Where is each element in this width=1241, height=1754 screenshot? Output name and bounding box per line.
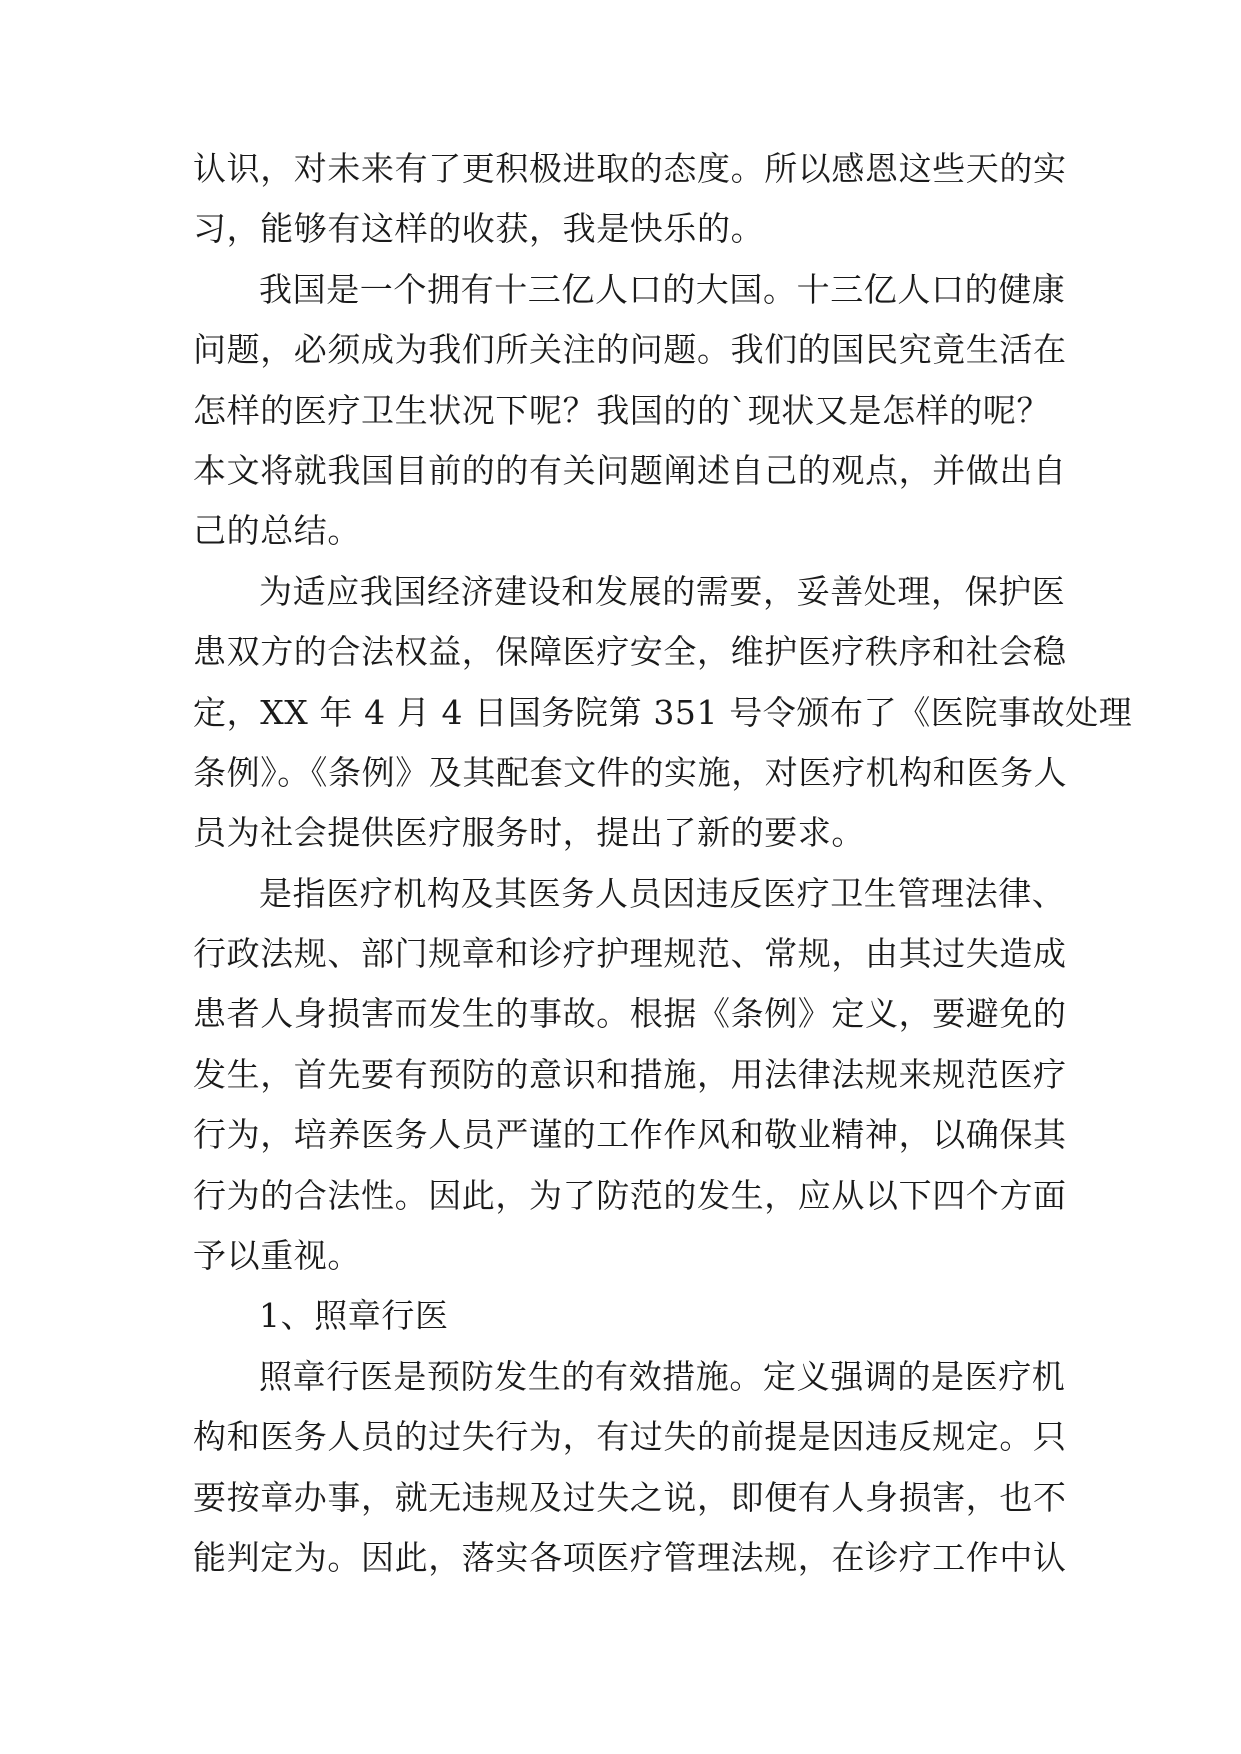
text-line: 患者人身损害而发生的事故。根据《条例》定义，要避免的	[193, 994, 1067, 1034]
text-line: 己的总结。	[193, 511, 361, 551]
text-line: 问题，必须成为我们所关注的问题。我们的国民究竟生活在	[193, 330, 1067, 370]
text-line: 构和医务人员的过失行为，有过失的前提是因违反规定。只	[193, 1417, 1067, 1457]
text-line: 能判定为。因此，落实各项医疗管理法规，在诊疗工作中认	[193, 1537, 1067, 1577]
text-line: 认识，对未来有了更积极进取的态度。所以感恩这些天的实	[193, 149, 1067, 188]
text-line: 行政法规、部门规章和诊疗护理规范、常规，由其过失造成	[193, 934, 1067, 974]
text-line: 1、照章行医	[259, 1296, 449, 1336]
text-line: 条例》。《条例》及其配套文件的实施，对医疗机构和医务人	[193, 752, 1068, 792]
text-line: 我国是一个拥有十三亿人口的大国。十三亿人口的健康	[259, 269, 1066, 309]
text-line: 本文将就我国目前的的有关问题阐述自己的观点，并做出自	[193, 450, 1067, 490]
text-line: 行为，培养医务人员严谨的工作作风和敬业精神，以确保其	[193, 1115, 1067, 1155]
text-line: 为适应我国经济建设和发展的需要，妥善处理，保护医	[259, 571, 1066, 611]
text-line: 要按章办事，就无违规及过失之说，即便有人身损害，也不	[193, 1477, 1067, 1517]
text-line: 是指医疗机构及其医务人员因违反医疗卫生管理法律、	[259, 873, 1066, 913]
text-line: 患双方的合法权益，保障医疗安全，维护医疗秩序和社会稳	[193, 632, 1067, 672]
text-line: 予以重视。	[193, 1236, 361, 1276]
text-line: 怎样的医疗卫生状况下呢？我国的的`现状又是怎样的呢？	[193, 390, 1051, 430]
text-line: 行为的合法性。因此，为了防范的发生，应从以下四个方面	[193, 1175, 1067, 1215]
text-line: 员为社会提供医疗服务时，提出了新的要求。	[193, 813, 865, 853]
text-line: 习，能够有这样的收获，我是快乐的。	[193, 209, 765, 249]
text-line: 发生，首先要有预防的意识和措施，用法律法规来规范医疗	[193, 1054, 1067, 1094]
text-line: 照章行医是预防发生的有效措施。定义强调的是医疗机	[259, 1356, 1066, 1396]
text-line: 定，XX 年 4 月 4 日国务院第 351 号令颁布了《医院事故处理	[193, 692, 1133, 732]
document-body	[193, 139, 1133, 1588]
